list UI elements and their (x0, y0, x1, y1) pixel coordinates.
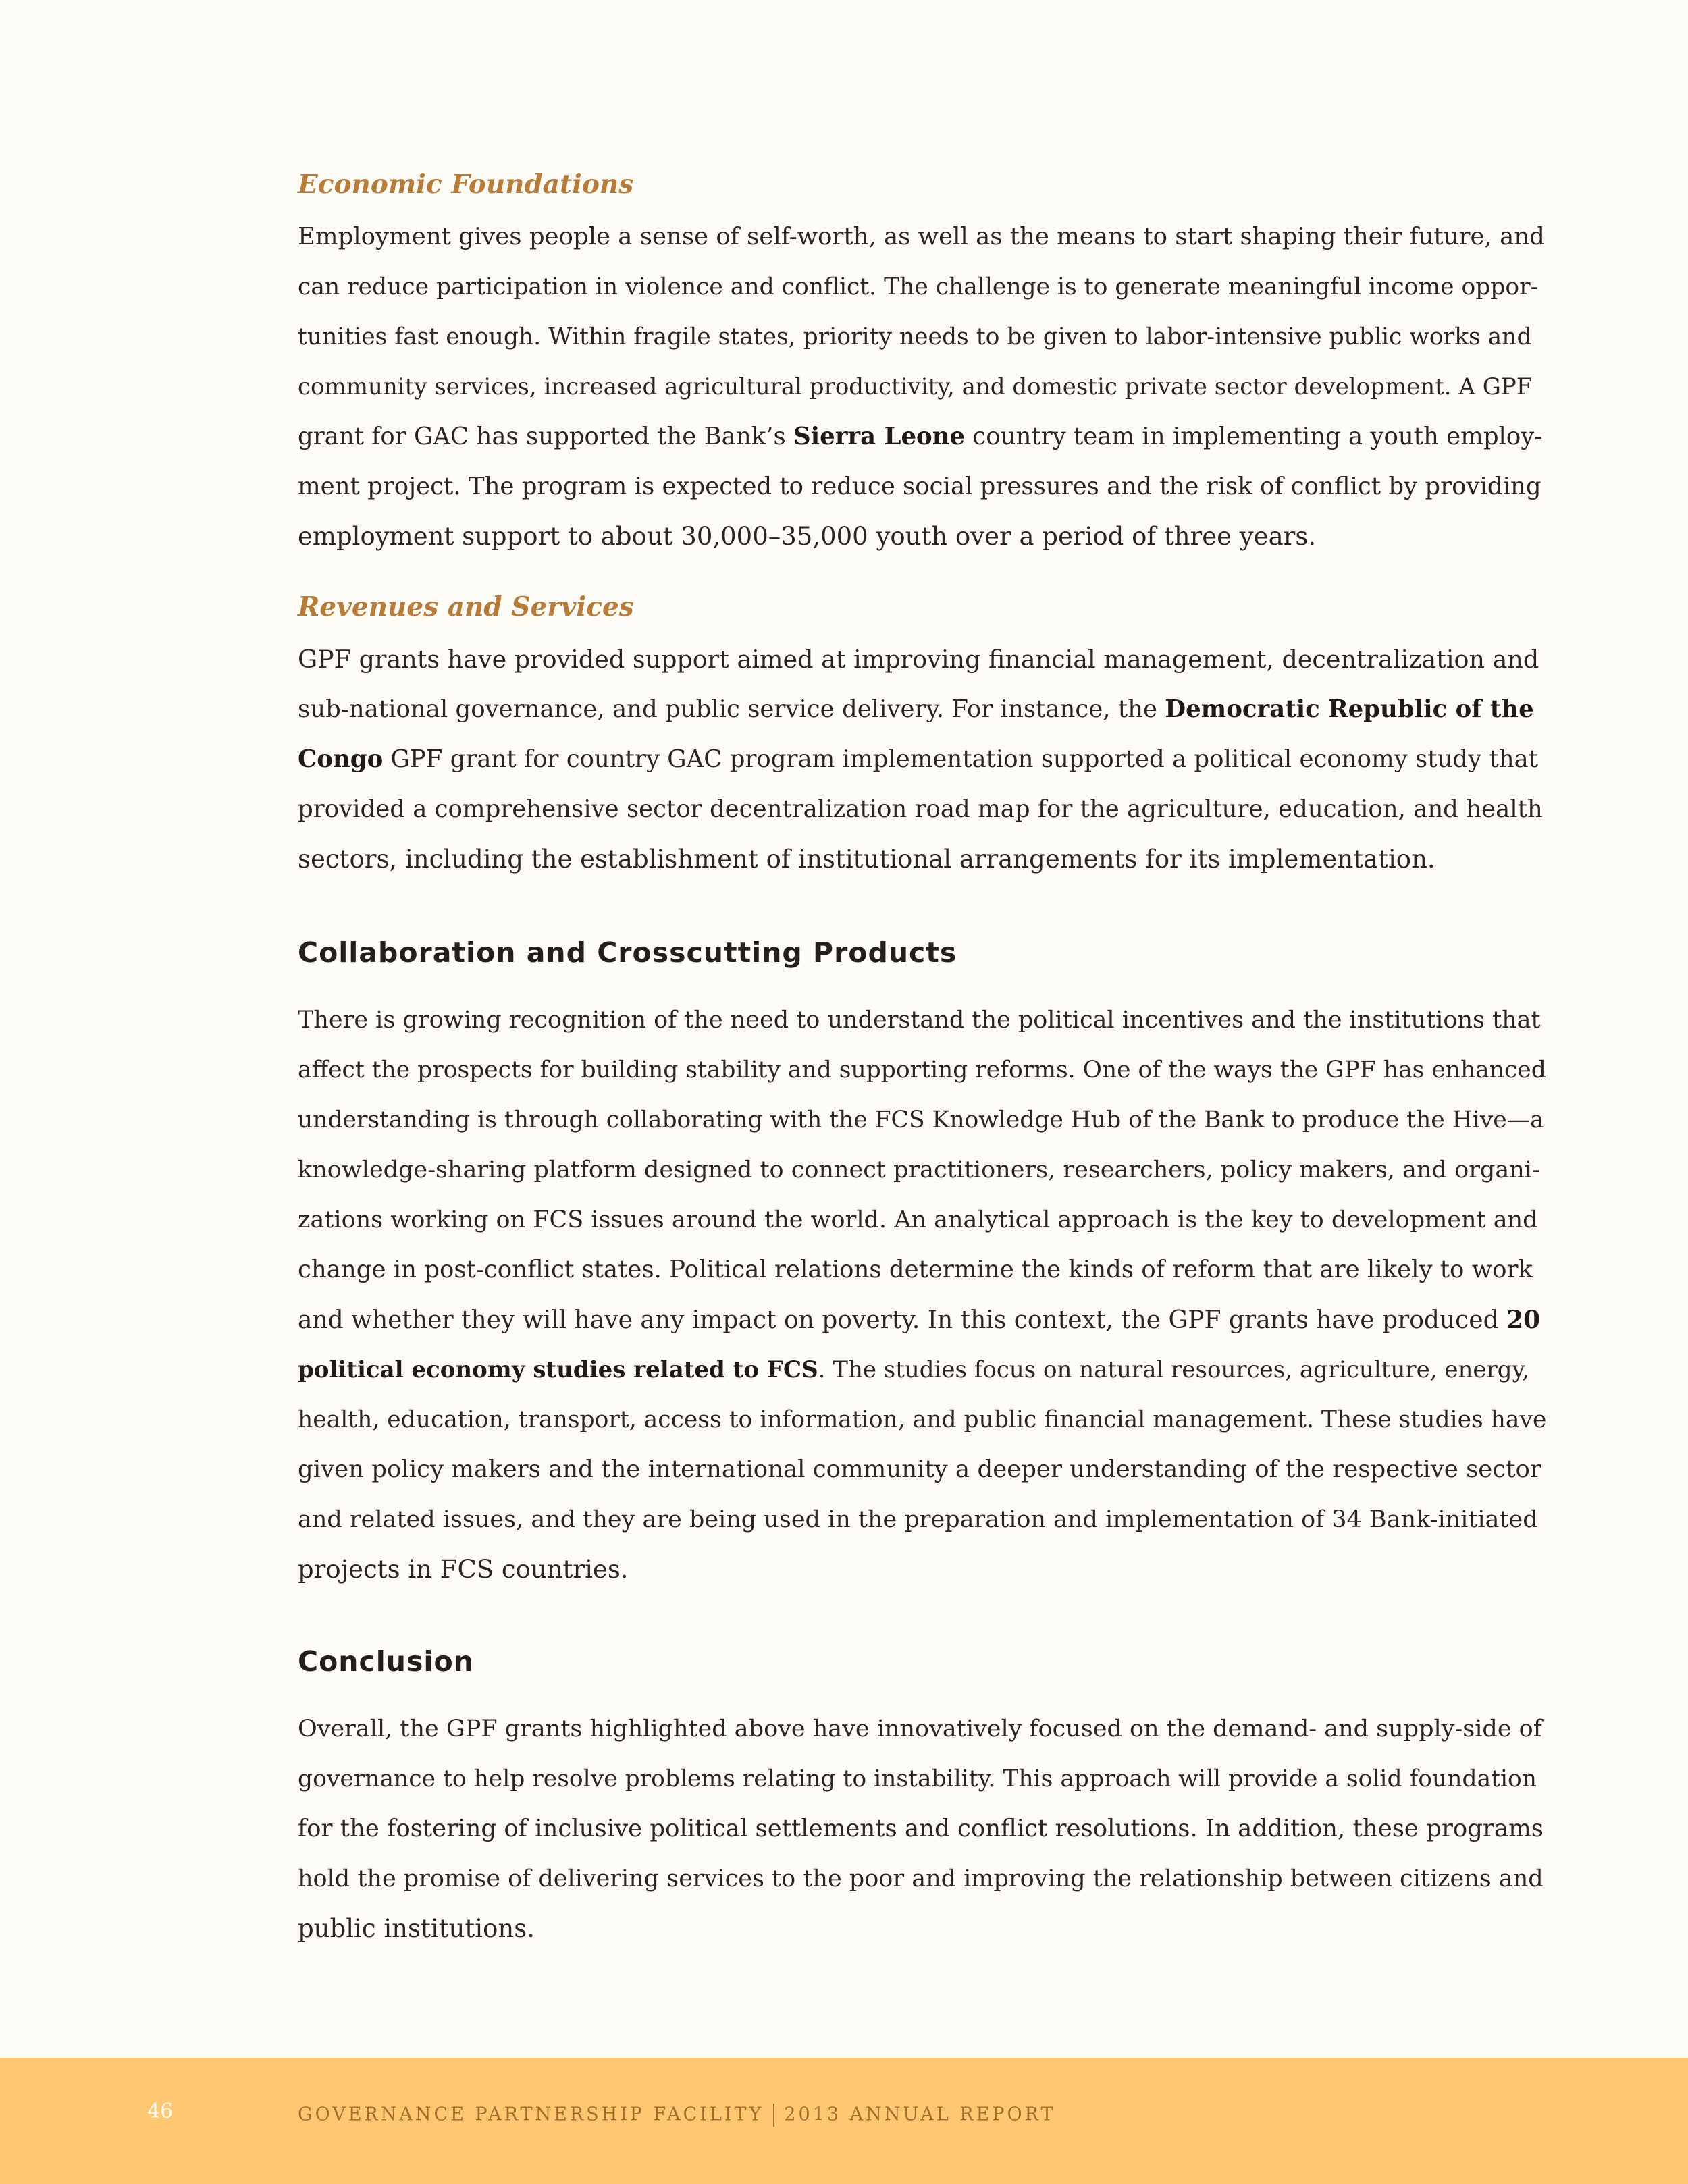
text-run: zations working on FCS issues around the world. An analytical approach is the key to development and (298, 1206, 1538, 1233)
text-run: public institutions. (298, 1914, 535, 1943)
text-line (298, 1854, 1547, 1904)
text-run: sectors, including the establishment of institutional arrangements for its implementation. (298, 845, 1435, 874)
collaboration-paragraph (298, 995, 1547, 1595)
text-line (298, 735, 1547, 784)
text-line (298, 362, 1547, 412)
text-line (298, 1904, 1547, 1954)
text-line (298, 1704, 1547, 1754)
text-run: hold the promise of delivering services to the poor and improving the relationship between citizens and (298, 1865, 1544, 1892)
text-run: health, education, transport, access to information, and public financial management. These studies have (298, 1406, 1547, 1433)
economic-foundations-heading: Economic Foundations (298, 169, 634, 200)
text-run: understanding is through collaborating with the FCS Knowledge Hub of the Bank to produce the Hive—a (298, 1107, 1544, 1134)
text-run: and related issues, and they are being used in the preparation and implementation of 34 Bank-initiated (298, 1506, 1538, 1533)
text-run: . The studies focus on natural resources, agriculture, energy, (818, 1356, 1530, 1383)
bold-phrase: political economy studies related to FCS (298, 1356, 818, 1383)
text-run: provided a comprehensive sector decentralization road map for the agriculture, education, and health (298, 795, 1543, 823)
text-run: affect the prospects for building stability and supporting reforms. One of the ways the GPF has enhanced (298, 1057, 1546, 1084)
text-run: GPF grants have provided support aimed at improving financial management, decentralization and (298, 645, 1539, 674)
text-run: GPF grant for country GAC program implementation supported a political economy study that (383, 745, 1539, 773)
conclusion-paragraph (298, 1704, 1547, 1954)
text-line (298, 412, 1547, 462)
revenues-services-paragraph (298, 635, 1547, 884)
text-line (298, 1445, 1547, 1495)
text-line (298, 1804, 1547, 1854)
text-run: employment support to about 30,000–35,000 youth over a period of three years. (298, 522, 1317, 551)
text-run: Overall, the GPF grants highlighted above have innovatively focused on the demand- and supply-side of (298, 1715, 1542, 1742)
text-line (298, 1045, 1547, 1095)
text-run: sub-national governance, and public service delivery. For instance, the (298, 695, 1165, 723)
text-line (298, 212, 1547, 262)
text-run: community services, increased agricultural productivity, and domestic private sector development. A GPF (298, 373, 1533, 400)
text-run: Employment gives people a sense of self-worth, as well as the means to start shaping their future, and (298, 223, 1545, 250)
bold-phrase: Sierra Leone (793, 423, 966, 450)
page-number: 46 (147, 2100, 174, 2123)
text-run: grant for GAC has supported the Bank’s (298, 423, 794, 450)
text-line (298, 995, 1547, 1045)
text-run: tunities fast enough. Within fragile states, priority needs to be given to labor-intensive public works and (298, 323, 1532, 350)
text-line (298, 685, 1547, 735)
text-line (298, 1095, 1547, 1145)
economic-foundations-paragraph (298, 212, 1547, 562)
text-line (298, 1145, 1547, 1195)
text-run: projects in FCS countries. (298, 1555, 629, 1584)
text-line (298, 512, 1547, 562)
text-line (298, 1345, 1547, 1395)
text-line (298, 1195, 1547, 1245)
text-line (298, 262, 1547, 312)
text-run: governance to help resolve problems relating to instability. This approach will provide a solid foundation (298, 1765, 1537, 1792)
text-run: country team in implementing a youth employ- (965, 423, 1543, 450)
text-run: knowledge-sharing platform designed to connect practitioners, researchers, policy makers, and organi- (298, 1156, 1540, 1183)
text-line (298, 1545, 1547, 1595)
text-line (298, 1495, 1547, 1545)
text-line (298, 1245, 1547, 1295)
bold-phrase: Congo (298, 745, 384, 773)
bold-phrase: Democratic Republic of the (1165, 695, 1534, 723)
text-line (298, 1754, 1547, 1804)
text-line (298, 462, 1547, 512)
collaboration-heading: Collaboration and Crosscutting Products (298, 936, 957, 969)
text-run: given policy makers and the international community a deeper understanding of the respective sector (298, 1456, 1541, 1483)
text-line (298, 834, 1547, 884)
text-run: There is growing recognition of the need to understand the political incentives and the institutions that (298, 1007, 1541, 1034)
footer-publication-name: GOVERNANCE PARTNERSHIP FACILITY (298, 2104, 764, 2125)
text-run: change in post-conflict states. Political relations determine the kinds of reform that are likely to work (298, 1256, 1533, 1283)
text-line (298, 1295, 1547, 1345)
text-run: and whether they will have any impact on poverty. In this context, the GPF grants have produced (298, 1306, 1507, 1334)
text-line (298, 784, 1547, 834)
text-run: can reduce participation in violence and conflict. The challenge is to generate meaningful income oppor- (298, 273, 1539, 300)
text-line (298, 312, 1547, 362)
footer-band (0, 2058, 1688, 2184)
text-run: for the fostering of inclusive political settlements and conflict resolutions. In addition, these programs (298, 1815, 1544, 1842)
text-line (298, 1395, 1547, 1445)
footer-divider (773, 2104, 774, 2127)
text-line (298, 635, 1547, 685)
footer-report-name: 2013 ANNUAL REPORT (784, 2104, 1056, 2125)
revenues-services-heading: Revenues and Services (298, 591, 634, 622)
running-footer-title (298, 2104, 1055, 2127)
bold-phrase: 20 (1506, 1306, 1541, 1334)
text-run: ment project. The program is expected to reduce social pressures and the risk of conflict by providing (298, 473, 1541, 500)
conclusion-heading: Conclusion (298, 1645, 474, 1678)
